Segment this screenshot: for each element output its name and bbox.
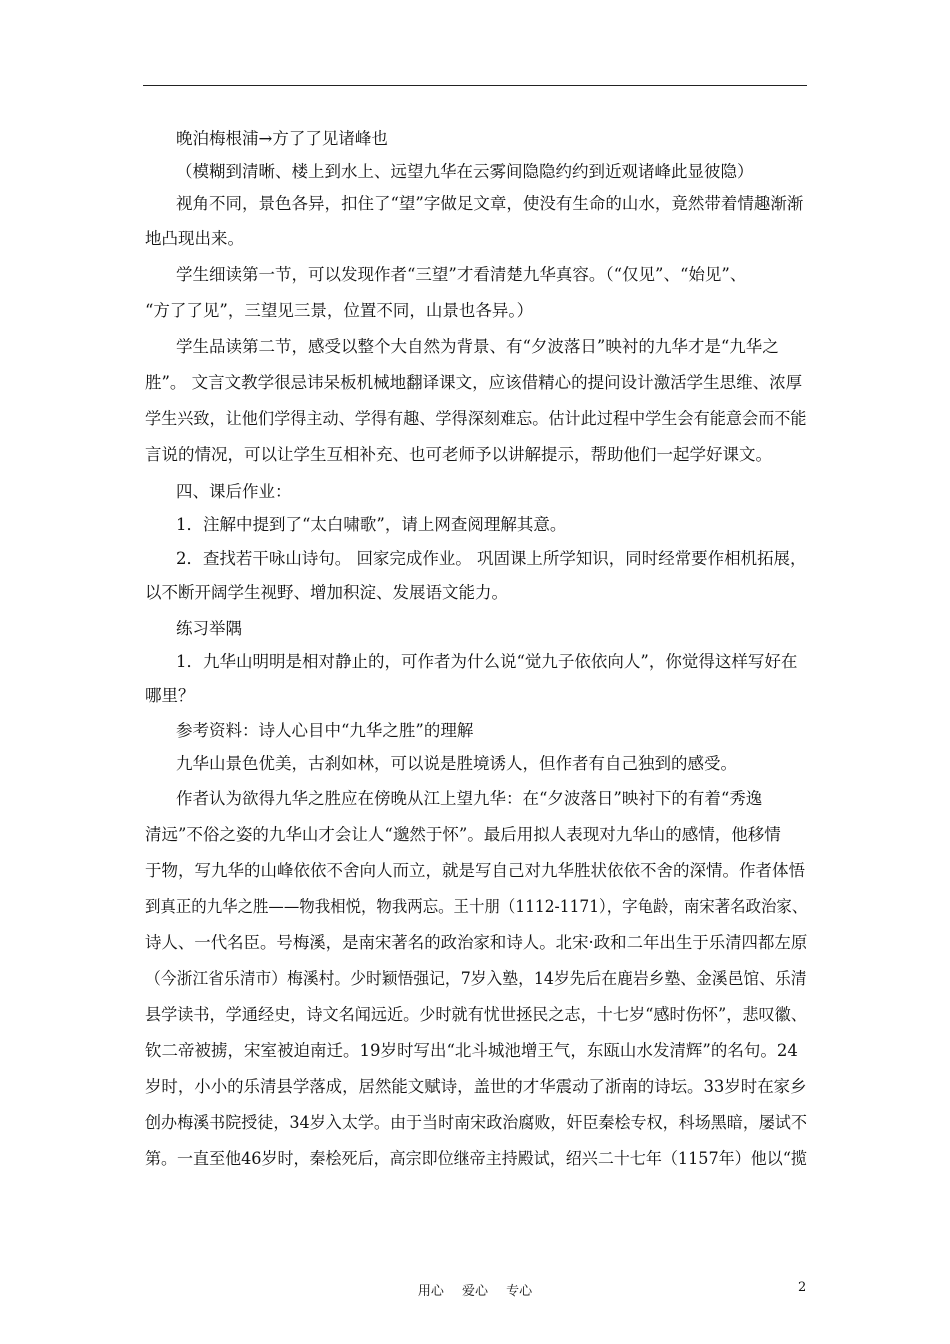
page-number: 2 bbox=[798, 1280, 807, 1295]
text-line: 县学读书，学通经史，诗文名闻远近。少时就有忧世拯民之志，十七岁“感时伤怀”，悲叹徽、 bbox=[145, 1005, 807, 1024]
text-line: 诗人、一代名臣。号梅溪，是南宋著名的政治家和诗人。北宋·政和二年出生于乐清四都左原 bbox=[145, 933, 808, 952]
footer-motto: 用心 爱心 专心 bbox=[417, 1284, 533, 1299]
text-line: 清远”不俗之姿的九华山才会让人“邈然于怀”。最后用拟人表现对九华山的感情，他移情 bbox=[145, 825, 781, 844]
text-line: 到真正的九华之胜——物我相悦，物我两忘。王十朋（1112-1171），字龟龄，南宋著名政治家、 bbox=[145, 897, 808, 916]
section-heading: 练习举隅 bbox=[176, 619, 242, 638]
text-line: 创办梅溪书院授徒，34岁入太学。由于当时南宋政治腐败，奸臣秦桧专权，科场黑暗，屡试不 bbox=[145, 1113, 807, 1132]
section-heading: 四、课后作业： bbox=[176, 482, 292, 501]
text-line: 学生兴致，让他们学得主动、学得有趣、学得深刻难忘。估计此过程中学生会有能意会而不能 bbox=[145, 409, 807, 428]
text-line: （模糊到清晰、楼上到水上、远望九华在云雾间隐隐约约到近观诸峰此显彼隐） bbox=[176, 162, 754, 181]
text-line: 作者认为欲得九华之胜应在傍晚从江上望九华：在“夕波落日”映衬下的有着“秀逸 bbox=[176, 789, 763, 808]
text-line: 于物，写九华的山峰依依不舍向人而立，就是写自己对九华胜状依依不舍的深情。作者体悟 bbox=[145, 861, 805, 880]
text-line: 1．九华山明明是相对静止的，可作者为什么说“觉九子依依向人”，你觉得这样写好在 bbox=[176, 652, 798, 671]
text-line: 晚泊梅根浦→方了了见诸峰也 bbox=[176, 129, 388, 148]
text-line: “方了了见”，三望见三景，位置不同，山景也各异。） bbox=[145, 301, 534, 320]
text-line: 钦二帝被掳，宋室被迫南迁。19岁时写出“北斗城池增王气，东瓯山水发清辉”的名句。24 bbox=[145, 1041, 798, 1060]
text-line: 2．查找若干咏山诗句。 回家完成作业。 巩固课上所学知识，同时经常要作相机拓展， bbox=[176, 549, 807, 568]
text-line: 视角不同，景色各异，扣住了“望”字做足文章，使没有生命的山水，竟然带着情趣渐渐 bbox=[176, 194, 804, 213]
header-rule bbox=[143, 85, 807, 86]
text-line: 哪里？ bbox=[145, 686, 195, 705]
text-line: 1．注解中提到了“太白啸歌”，请上网查阅理解其意。 bbox=[176, 515, 567, 534]
text-line: 岁时，小小的乐清县学落成，居然能文赋诗，盖世的才华震动了浙南的诗坛。33岁时在家乡 bbox=[145, 1077, 807, 1096]
text-line: 言说的情况，可以让学生互相补充、也可老师予以讲解提示，帮助他们一起学好课文。 bbox=[145, 445, 772, 464]
text-line: （今浙江省乐清市）梅溪村。少时颖悟强记，7岁入塾，14岁先后在鹿岩乡塾、金溪邑馆、乐清 bbox=[145, 969, 807, 988]
text-line: 第。一直至他46岁时，秦桧死后，高宗即位继帝主持殿试，绍兴二十七年（1157年）他以“揽 bbox=[145, 1149, 807, 1168]
text-line: 九华山景色优美，古刹如林，可以说是胜境诱人，但作者有自己独到的感受。 bbox=[176, 754, 737, 773]
text-line: 学生品读第二节，感受以整个大自然为背景、有“夕波落日”映衬的九华才是“九华之 bbox=[176, 337, 779, 356]
text-line: 学生细读第一节，可以发现作者“三望”才看清楚九华真容。（“仅见”、“始见”、 bbox=[176, 265, 747, 284]
text-line: 参考资料：诗人心目中“九华之胜”的理解 bbox=[176, 721, 474, 740]
text-line: 胜”。 文言文教学很忌讳呆板机械地翻译课文，应该借精心的提问设计激活学生思维、浓厚 bbox=[145, 373, 803, 392]
text-line: 以不断开阔学生视野、增加积淀、发展语文能力。 bbox=[145, 583, 508, 602]
text-line: 地凸现出来。 bbox=[145, 229, 244, 248]
